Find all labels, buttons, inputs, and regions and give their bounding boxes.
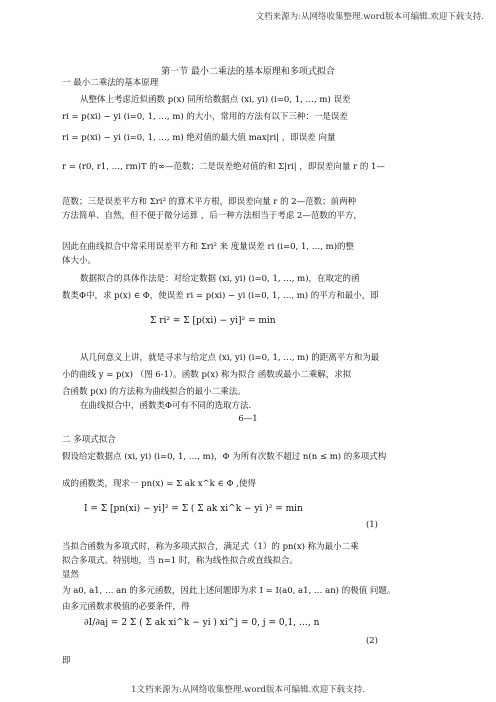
page-footer: 1文档来源为:从网络收集整理.word版本可编辑.欢迎下载支持. (131, 685, 365, 695)
paragraph-line: r = (r0, r1, …, rm)T 的∞—范数；二是误差绝对值的和 Σ|ri| ，即误差向量 r 的 1— (62, 162, 385, 172)
paragraph-line: 在曲线拟合中，函数类Φ可有不同的选取方法. (80, 401, 252, 411)
paragraph-line: 即 (62, 656, 71, 666)
paragraph-line: 假设给定数据点 (xi, yi) (i=0, 1, …, m)，Φ 为所有次数不超过 n(n ≤ m) 的多项式构 (62, 452, 387, 462)
paragraph-line: 数据拟合的具体作法是：对给定数据 (xi, yi) (i=0, 1, …, m)，在取定的函 (80, 274, 360, 284)
paragraph-line: 由多元函数求极值的必要条件，得 (62, 602, 190, 612)
equation-normal: ∂I/∂aj = 2 Σ ( Σ ak xi^k − yi ) xi^j = 0, j = 0,1, …, n (84, 618, 320, 628)
paragraph-line: 小的曲线 y = p(x) （图 6-1）。函数 p(x) 称为拟合 函数或最小二乘解，求拟 (62, 370, 352, 380)
equation-objective: I = Σ [pn(xi) − yi]² = Σ ( Σ ak xi^k − yi )² = min (84, 504, 303, 514)
section-title: 第一节 最小二乘法的基本原理和多项式拟合 (161, 67, 335, 77)
paragraph-line: 拟合多项式。特别地，当 n=1 时，称为线性拟合或直线拟合。 (62, 556, 298, 566)
page-header: 文档来源为:从网络收集整理.word版本可编辑.欢迎下载支持. (255, 12, 484, 22)
paragraph-line: ri = p(xi) − yi (i=0, 1, …, m) 的大小，常用的方法有以下三种：一是误差 (62, 112, 348, 122)
paragraph-line: 从几何意义上讲，就是寻求与给定点 (xi, yi) (i=0, 1, …, m) 的距离平方和为最 (80, 353, 380, 363)
equation-number: (1) (365, 520, 378, 530)
paragraph-line: 成的函数类，现求一 pn(x) = Σ ak x^k ∈ Φ ,使得 (62, 479, 256, 489)
paragraph-line: 体大小。 (62, 256, 97, 266)
subsection-heading-2: 二 多项式拟合 (62, 435, 116, 445)
paragraph-line: 从整体上考虑近似函数 p(x) 同所给数据点 (xi, yi) (i=0, 1, …, m) 误差 (80, 95, 351, 105)
figure-label: 6—1 (238, 414, 258, 424)
paragraph-line: 当拟合函数为多项式时，称为多项式拟合，满足式（1）的 pn(x) 称为最小二乘 (62, 542, 359, 552)
paragraph-line: 合函数 p(x) 的方法称为曲线拟合的最小二乘法。 (62, 387, 246, 397)
equation-number: (2) (365, 636, 378, 646)
equation-least-squares: Σ ri² = Σ [p(xi) − yi]² = min (150, 316, 276, 326)
paragraph-line: ri = p(xi) − yi (i=0, 1, …, m) 绝对值的最大值 max|ri| ，即误差 向量 (62, 133, 336, 143)
subsection-heading-1: 一 最小二乘法的基本原理 (62, 78, 159, 88)
paragraph-line: 因此在曲线拟合中常采用误差平方和 Σri² 来 度量误差 ri (i=0, 1, …, m)的整 (62, 242, 355, 252)
paragraph-line: 为 a0, a1, … an 的多元函数，因此上述问题即为求 I = I(a0, a1, … an) 的极值 问题。 (62, 586, 396, 596)
paragraph-line: 显然 (62, 570, 80, 580)
paragraph-line: 方法简单、自然，但不便于微分运算 ，后一种方法相当于考虑 2—范数的平方， (62, 211, 362, 221)
paragraph-line: 范数；三是误差平方和 Σri² 的算术平方根，即误差向量 r 的 2—范数；前两种 (62, 197, 357, 207)
paragraph-line: 数类Φ中，求 p(x) ∈ Φ，使误差 ri = p(xi) − yi (i=0, 1, …, m) 的平方和最小，即 (62, 291, 379, 301)
